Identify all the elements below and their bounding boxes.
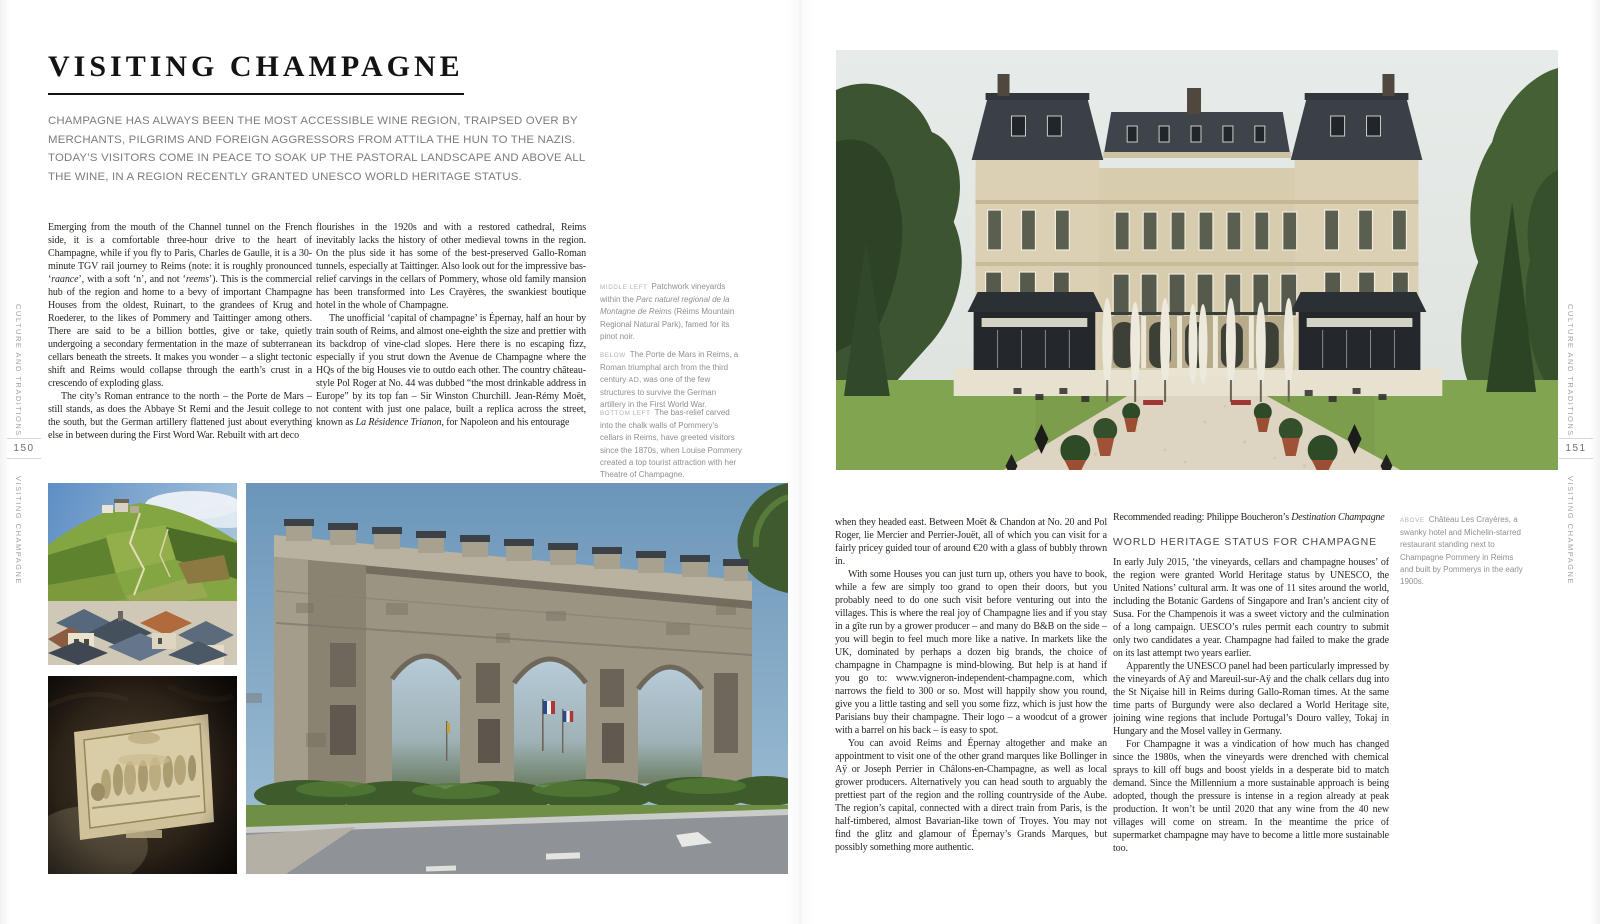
paragraph [48,221,312,390]
text-run: AD [628,375,640,385]
paragraph [1113,738,1389,855]
paragraph [48,390,312,442]
caption-label: BOTTOM LEFT [600,410,651,417]
text-run: For Champagne it was a vindication of how much has changed since the 1980s, when the vineyards were drenched with chemical sprays to kill off bugs and boost yields in a desperate bid to match demand. Since the Millennium a more sustainable approach is being adopted, though the pressure is intense in a region already at peak production. It won’t be until 2020 that any wine from the 40 new villages will come on stream. In the meantime the price of supermarket champagne may have to become a little more sustainable too. [1113,739,1389,854]
paragraph [316,312,586,429]
intro-paragraph: CHAMPAGNE HAS ALWAYS BEEN THE MOST ACCESSIBLE WINE REGION, TRAIPSED OVER BY MERCHANTS, PILGRIMS AND FOREIGN AGGRESSORS FROM ATTILA THE HUN TO THE NAZIS. TODAY’S VISITORS COME IN PEACE TO SOAK UP THE PASTORAL LANDSCAPE AND ABOVE ALL THE WINE, IN A REGION RECENTLY GRANTED UNESCO WORLD HERITAGE STATUS. [48,115,585,183]
paragraph [835,516,1107,568]
text-run: Emerging from the mouth of the Channel tunnel on the French side, it is a comfortable three-hour drive to the heart of Champagne, while if you fly to Paris, Charles de Gaulle, it is a 30-minute TGV rail journey to Reims (note: it is roughly pronounced ‘ [48,222,312,285]
body-column-left-2 [316,221,586,459]
paragraph [835,568,1107,737]
caption-text [1400,515,1523,586]
text-run: With some Houses you can just turn up, others you have to book, while a few are simply too grand to open their doors, but you probably need to do one such visit before venturing out into the villages. This is where the real joy of Champagne lies and if you stay in a gîte run by a grower producer – and many do B&B on the side – you will begin to feel much more like a native. In markets like the UK, dominated by perhaps a dozen big brands, the choice of champagne in Champagne is mind-blowing. But help is at hand if you go to: www.vigneron-independent-champagne.com, which narrows the field to 300 or so. Most will happily show you round, give you a little tasting and sell you some fizz, which is just how the Parisians buy their champagne. Their logo – a woodcut of a grower with a barrel on his back – is easy to spot. [835,569,1107,736]
left-sidebar-section-label: CULTURE AND TRADITIONS [14,304,23,437]
paragraph [1113,660,1389,738]
caption-label: BELOW [600,352,626,359]
text-run: (Reims Mountain Regional Natural Park), famed for its pinot noir. [600,307,735,341]
text-run: when they headed east. Between Moët & Chandon at No. 20 and Pol Roger, lie Mercier and Perrier-Jouët, all of which you can visit for a fairly pricey guided tour of around €20 with a glass of bubbly thrown in. [835,517,1107,567]
text-run: flourishes in the 1920s and with a restored cathedral, Reims inevitably lacks the history of other medieval towns in the region. On the plus side it has some of the best-preserved Gallo-Roman tunnels, especially at Taittinger. Also look out for the impressive bas-relief carvings in the cellars of Pommery, whose old family mansion has been transformed into Les Crayères, the swankiest boutique hotel in the whole of Champagne. [316,222,586,311]
page-title: VISITING CHAMPAGNE [48,50,464,95]
text-run: ’). This is the commercial hub of the region and home to a bevy of important Champagne Houses from the oldest, Ruinart, to the grandees of Krug and Roederer, to the likes of Pommery and Taittinger among others. There are said to be a billion bottles, give or take, quietly undergoing a secondary fermentation in the maze of subterranean cellars beneath the streets. It makes you wonder – a slight tectonic shift and Reims would collapse through the earth’s crust in a crescendo of exploding glass. [48,274,312,389]
text-run: You can avoid Reims and Épernay altogether and make an appointment to visit one of the other grand marques like Bollinger in Aÿ or Joseph Perrier in Châlons-en-Champagne, as well as local grower producers. Alternatively you can head south to arguably the prettiest part of the region and the rolling countryside of the Aube. The region’s capital, connected with a direct train from Paris, is the half-timbered, almost Bavarian-like town of Troyes. You may not find the glitz and glamour of Épernay’s Grands Marques, but possibly something more authentic. [835,738,1107,853]
text-run: Parc naturel regional de la Montagne de Reims [600,295,730,317]
text-run: ’, with a soft ‘n’, and not ‘ [78,274,186,285]
text-run: , for Napoleon and his entourage [441,417,570,428]
recommended-reading-note [1113,512,1391,523]
text-run: La Résidence Trianon [355,417,442,428]
text-run: Château Les Crayères, a swanky hotel and Michelin-starred restaurant standing next to Champagne Pommery in Reims and built by Pommerys in the early 1900s. [1400,515,1523,587]
text-run: In early July 2015, ‘the vineyards, cellars and champagne houses’ of the region were granted World Heritage status by UNESCO, the United Nations’ cultural arm. It was one of 11 sites around the world, including the Botanic Gardens of Singapore and Iran’s ancient city of Susa. For the Champenois it was a sweet victory and the culmination of a long campaign. UESCO’s rules permit each country to submit only two candidates a year. Champagne had failed to make the grade on its last attempt two years earlier. [1113,557,1389,659]
caption-label: MIDDLE LEFT [600,284,648,291]
paragraph [1113,556,1389,660]
paragraph [316,221,586,312]
body-column-right-2 [1113,556,1389,872]
caption-label: ABOVE [1400,517,1425,524]
porte-de-mars-photo [246,483,788,874]
caption-middle-left [600,281,742,343]
caption-bottom-left [600,407,742,481]
bas-relief-photo [48,676,237,874]
text-run: The city’s Roman entrance to the north – the Porte de Mars – still stands, as does the Abbaye St Remi and the Jesuit college to the south, but the German artillery flattened just about everything else in between during the First Word War. Rebuilt with art deco [48,391,312,441]
text-run: Patchwork vineyards within the [600,282,726,305]
paragraph [835,737,1107,854]
vineyard-village-photo [48,483,237,665]
text-run: , was one of the few structures to survive the German artillery in the First World War. [600,375,717,409]
text-run: The unofficial ‘capital of champagne’ is Épernay, half an hour by train south of Reims, and almost one-eighth the size and prettier with its backdrop of vine-clad slopes. Here there is no escaping fizz, especially if you strut down the Avenue de Champagne where the HQs of the big Houses vie to outdo each other. The country château-style Pol Roger at No. 44 was dubbed “the most drinkable address in Europe” by its top fan – Sir Winston Churchill. Jean-Rémy Moët, not content with just one palace, built a replica across the street, known as [316,313,586,428]
left-sidebar-chapter-label: VISITING CHAMPAGNE [14,476,23,585]
right-sidebar-section-label: CULTURE AND TRADITIONS [1566,304,1575,437]
right-page-number: 151 [1559,438,1593,459]
text-run: raance [51,274,79,285]
right-sidebar-chapter-label: VISITING CHAMPAGNE [1566,476,1575,585]
chateau-les-crayeres-photo [836,50,1558,470]
caption-above [1400,514,1528,588]
spread-fold [786,0,814,924]
text-run: Destination Champagne [1291,512,1385,523]
caption-text [600,408,742,479]
body-column-right-1 [835,516,1107,868]
text-run: reems [185,274,209,285]
page-edge-left [0,0,10,924]
section-heading: WORLD HERITAGE STATUS FOR CHAMPAGNE [1113,536,1378,548]
text-run: The Porte de Mars in Reims, a Roman triumphal arch from the third century [600,350,739,385]
left-page-number: 150 [7,438,41,459]
body-column-left-1 [48,221,312,459]
page-edge-right [1590,0,1600,924]
text-run: Apparently the UNESCO panel had been particularly impressed by the vineyards of Aÿ and Mareuil-sur-Aÿ and the chalk cellars dug into the St Niçaise hill in Reims during Gallo-Roman times. At the same time parts of Burgundy were also declared a World Heritage site, joining wine regions that include Portugal’s Douro valley, Tokaj in Hungary and the Mosel valley in Germany. [1113,661,1389,737]
text-run: Recommended reading: Philippe Boucheron’s [1113,512,1292,523]
caption-below [600,349,742,411]
text-run: The bas-relief carved into the chalk walls of Pommery’s cellars in Reims, have greeted visitors since the 1870s, when Louise Pommery created a top tourist attraction with her Theatre of Champagne. [600,408,742,480]
